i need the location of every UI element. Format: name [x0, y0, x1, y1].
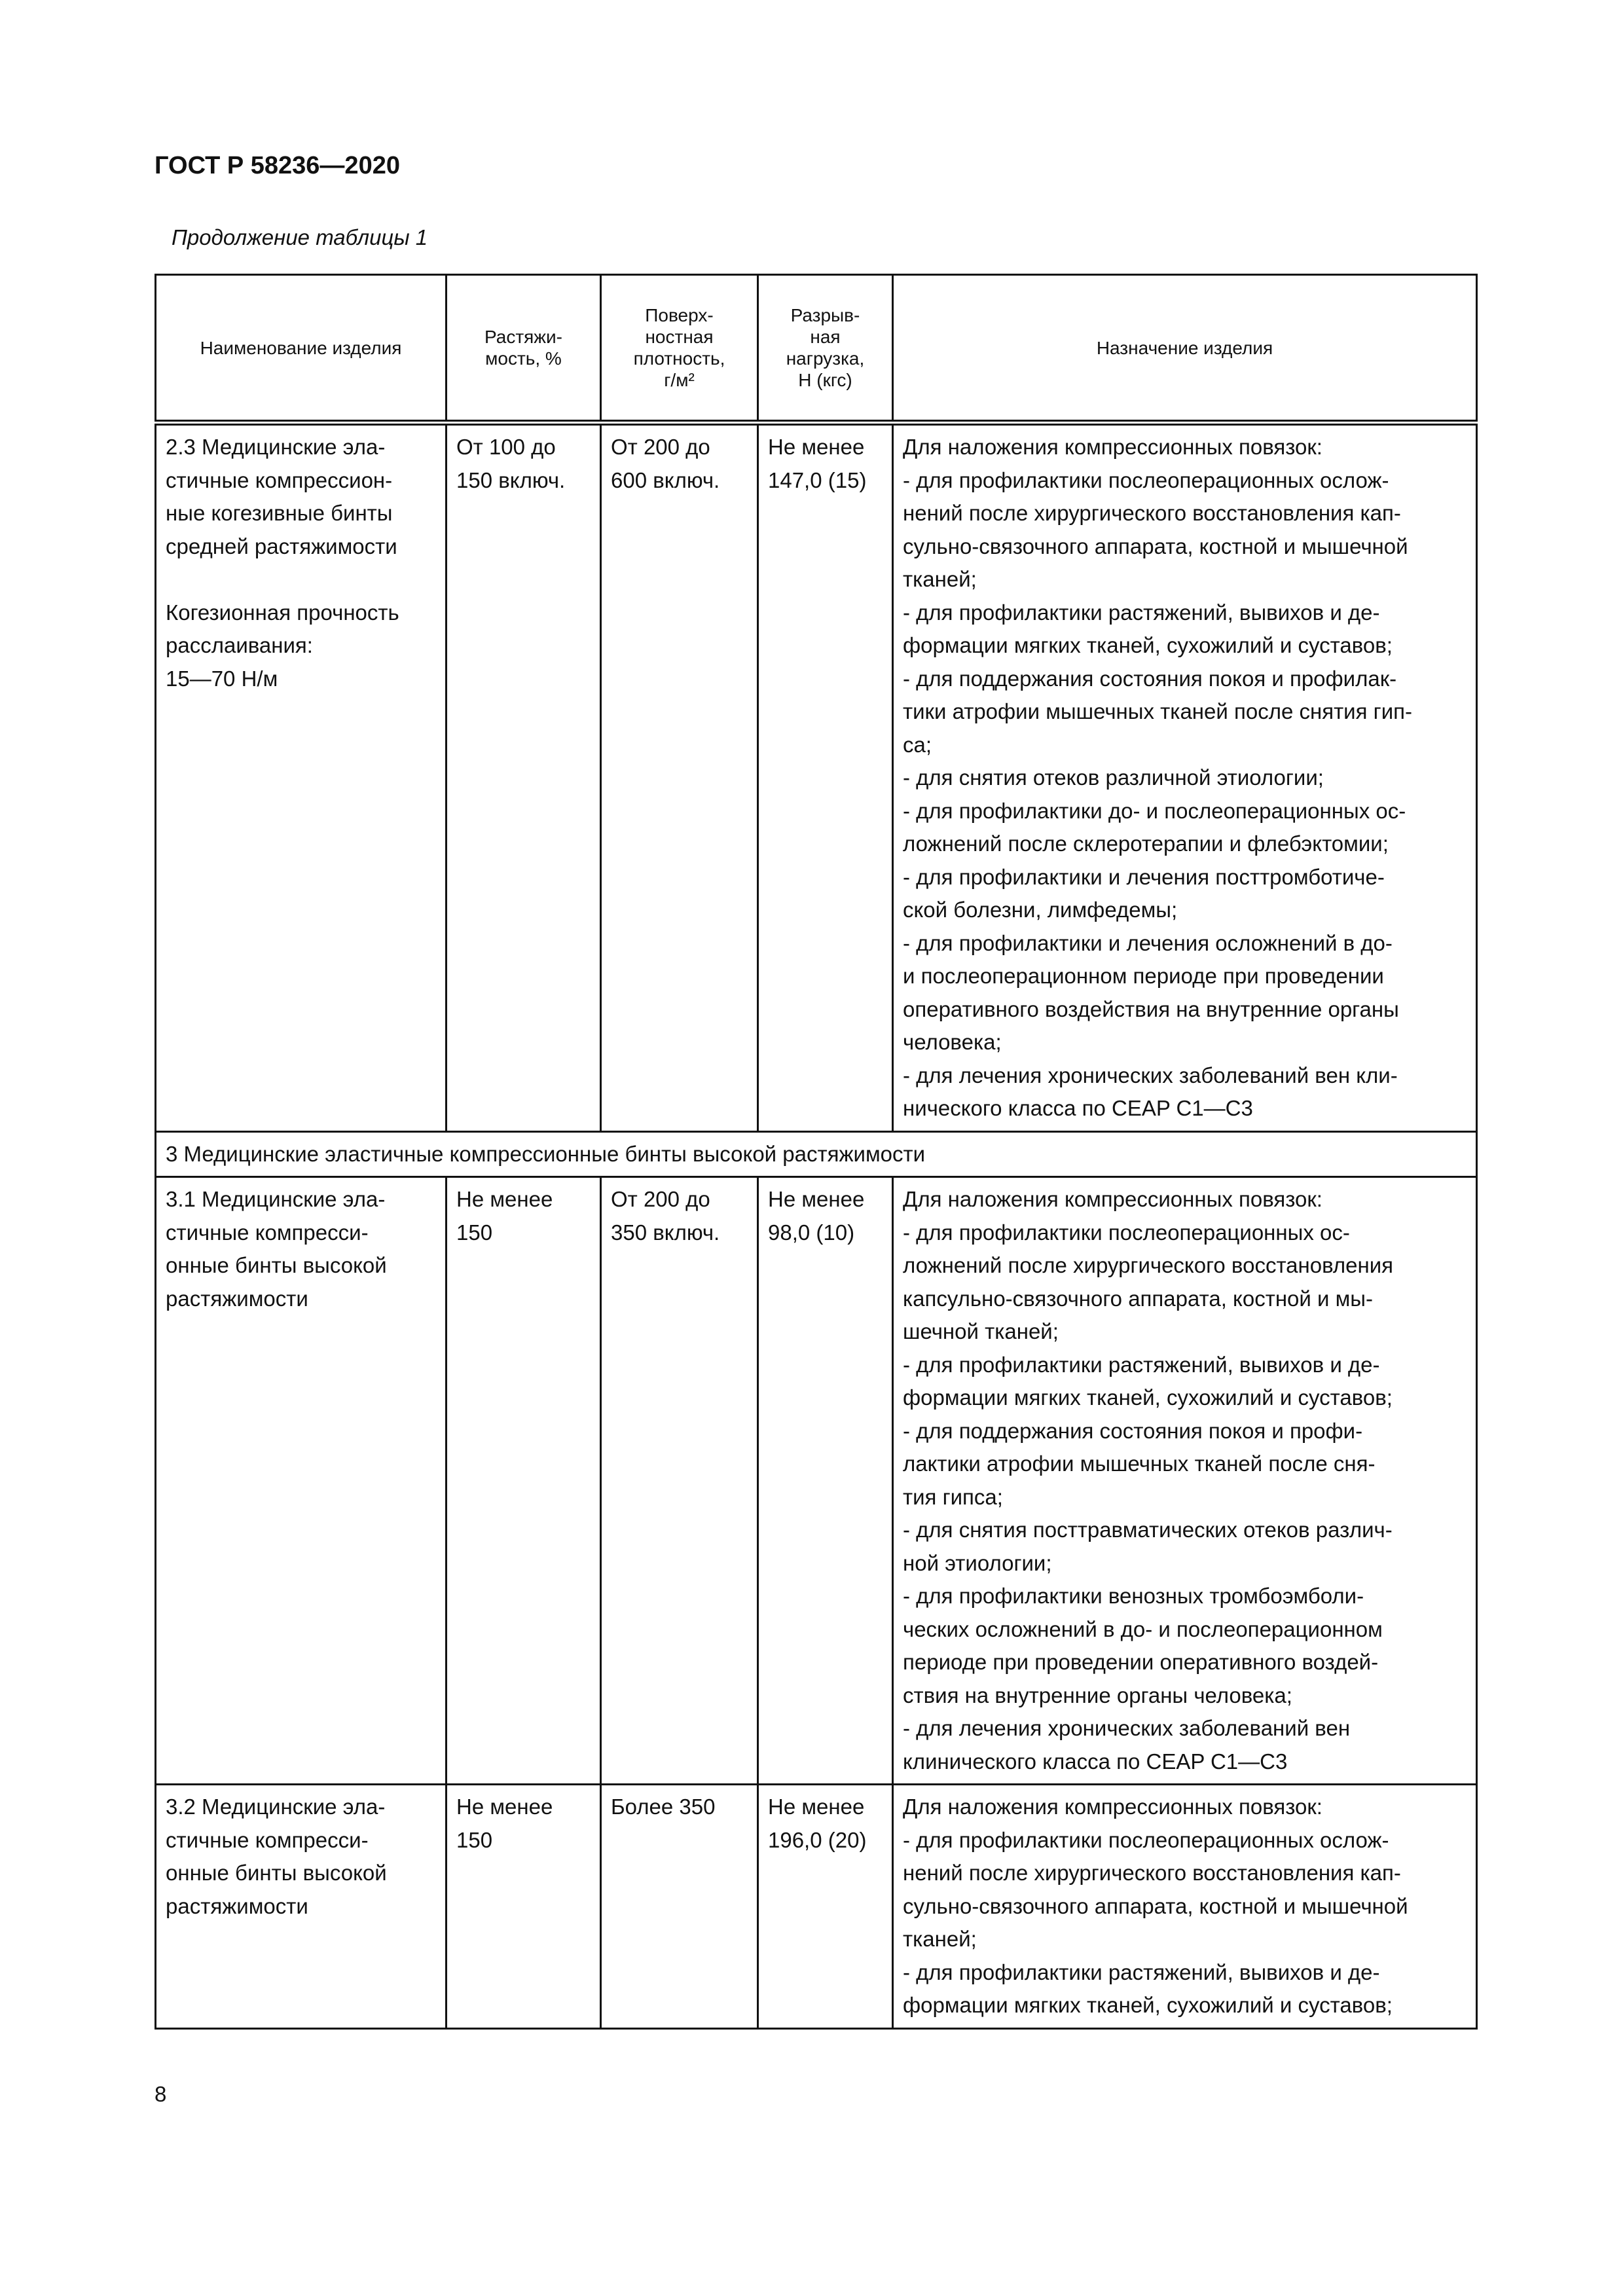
table-row — [156, 1177, 1477, 1785]
cell-purpose: Для наложения компрессионных повязок: - для профилактики послеоперационных ослож- нений после хирургического восстановления кап- сульно-связочного аппарата, костной и мышечной тканей; - для профилактики растяжений, вывихов и де- формации мягких тканей, сухожилий и суставов; — [893, 1785, 1477, 2029]
specification-table — [155, 274, 1478, 2030]
cell-breaking-load: Не менее 147,0 (15) — [758, 423, 893, 1132]
section-heading: 3 Медицинские эластичные компрессионные бинты высокой растяжимости — [156, 1131, 1477, 1177]
cell-purpose: Для наложения компрессионных повязок: - для профилактики послеоперационных ос- ложнений после хирургического восстановления капсульно-связочного аппарата, костной и мы- шечной тканей; - для профилактики растяжений, вывихов и де- формации мягких тканей, сухожилий и суставов; - для поддержания состояния покоя и профи- лактики атрофии мышечных тканей после сня- тия гипса; - для снятия посттравматических отеков различ- ной этиологии; - для профилактики венозных тромбоэмболи- ческих осложнений в до- и послеоперационном периоде при проведении оперативного воздей- ствия на внутренние органы человека; - для лечения хронических заболеваний вен клинического класса по CEAP C1—C3 — [893, 1177, 1477, 1785]
cell-purpose: Для наложения компрессионных повязок: - для профилактики послеоперационных ослож- нений после хирургического восстановления кап- сульно-связочного аппарата, костной и мышечной тканей; - для профилактики растяжений, вывихов и де- формации мягких тканей, сухожилий и суставов; - для поддержания состояния покоя и профилак- тики атрофии мышечных тканей после снятия гип- са; - для снятия отеков различной этиологии; - для профилактики до- и послеоперационных ос- ложнений после склеротерапии и флебэктомии; - для профилактики и лечения посттромботиче- ской болезни, лимфедемы; - для профилактики и лечения осложнений в до- и послеоперационном периоде при проведении оперативного воздействия на внутренние органы человека; - для лечения хронических заболеваний вен кли- нического класса по CEAP C1—C3 — [893, 423, 1477, 1132]
header-surface-density: Поверх- ностная плотность, г/м² — [601, 275, 758, 423]
table-row — [156, 1785, 1477, 2029]
cell-product-name: 2.3 Медицинские эла- стичные компрессион- ные когезивные бинты средней растяжимости Когезионная прочность расслаивания: 15—70 Н/м — [156, 423, 447, 1132]
header-purpose: Назначение изделия — [893, 275, 1477, 423]
table-section-row — [156, 1131, 1477, 1177]
header-breaking-load: Разрыв- ная нагрузка, Н (кгс) — [758, 275, 893, 423]
cell-surface-density: От 200 до 350 включ. — [601, 1177, 758, 1785]
cell-surface-density: Более 350 — [601, 1785, 758, 2029]
header-product-name: Наименование изделия — [156, 275, 447, 423]
cell-product-name: 3.2 Медицинские эла- стичные компресси- онные бинты высокой растяжимости — [156, 1785, 447, 2029]
cell-stretchability: От 100 до 150 включ. — [447, 423, 601, 1132]
cell-breaking-load: Не менее 98,0 (10) — [758, 1177, 893, 1785]
cell-product-name: 3.1 Медицинские эла- стичные компресси- онные бинты высокой растяжимости — [156, 1177, 447, 1785]
document-code: ГОСТ Р 58236—2020 — [155, 152, 400, 179]
table-row — [156, 423, 1477, 1132]
cell-stretchability: Не менее 150 — [447, 1785, 601, 2029]
table-header-row — [156, 275, 1477, 423]
table-caption: Продолжение таблицы 1 — [172, 225, 428, 249]
cell-stretchability: Не менее 150 — [447, 1177, 601, 1785]
page-number: 8 — [155, 2082, 167, 2106]
cell-surface-density: От 200 до 600 включ. — [601, 423, 758, 1132]
cell-breaking-load: Не менее 196,0 (20) — [758, 1785, 893, 2029]
header-stretchability: Растяжи- мость, % — [447, 275, 601, 423]
